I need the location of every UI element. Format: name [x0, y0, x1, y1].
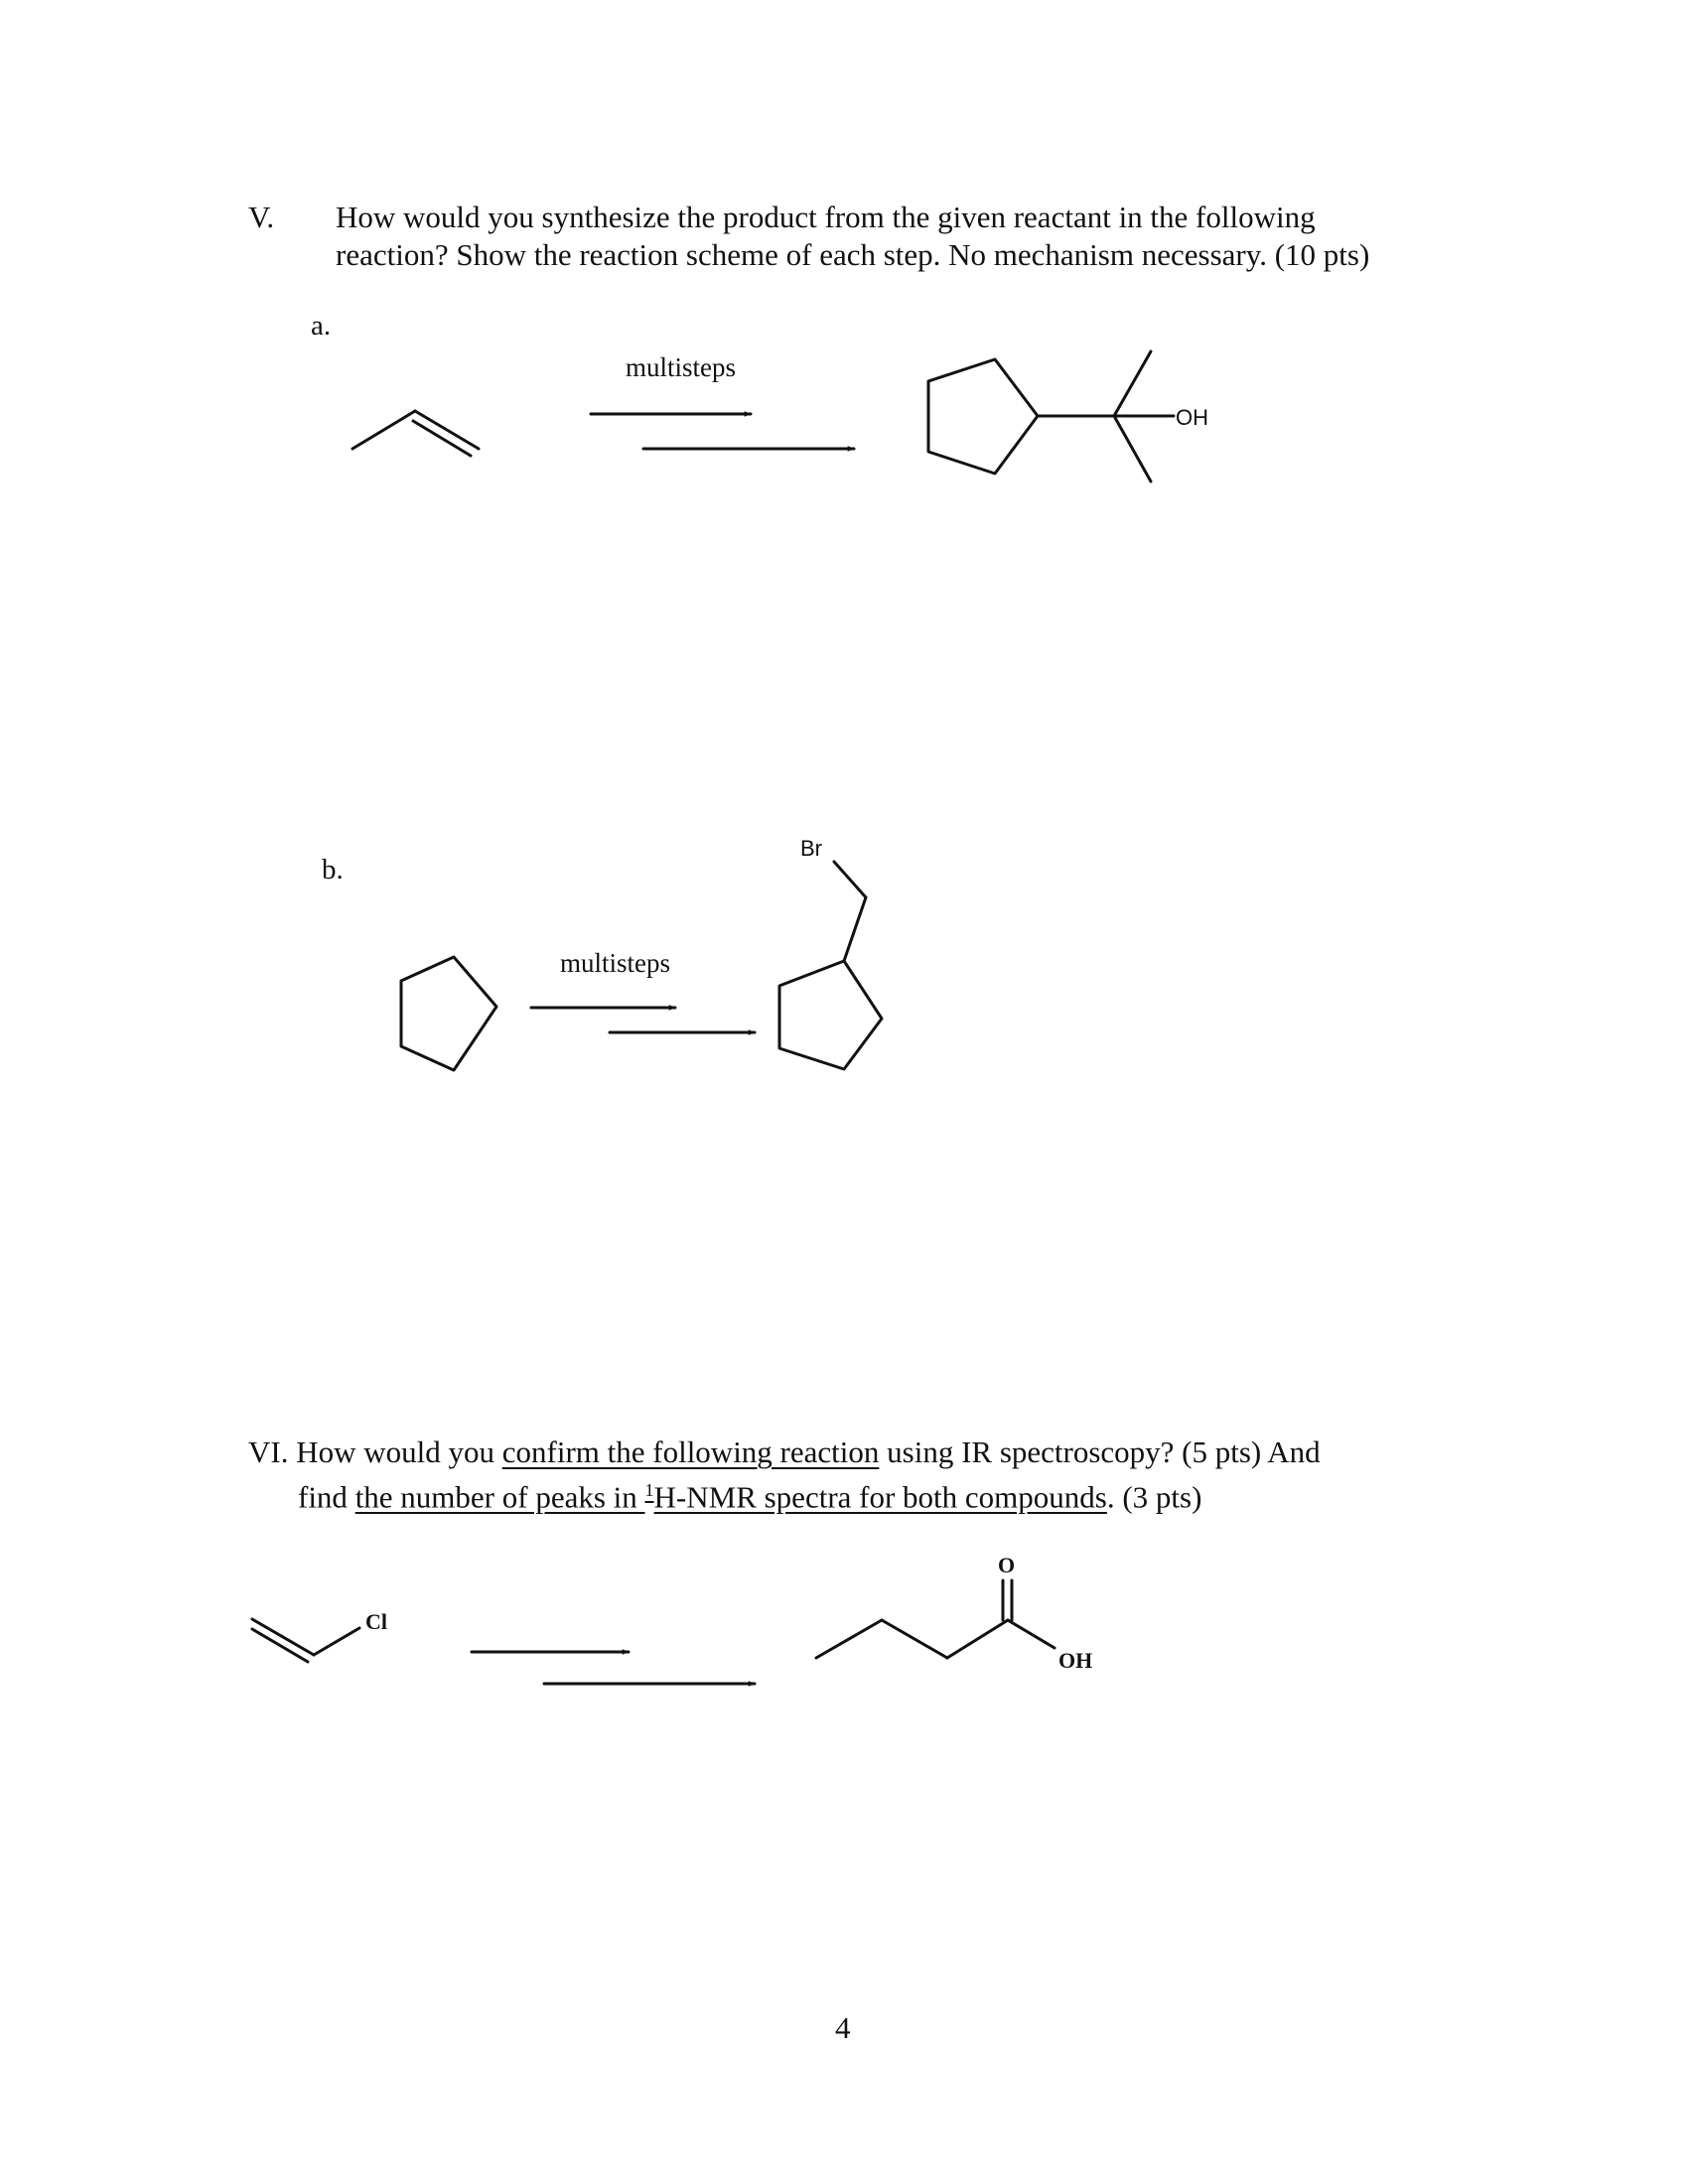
section-6-carbonyl-o-label: O [998, 1553, 1016, 1577]
section-6-oh-label: OH [1058, 1648, 1093, 1673]
part-b-label: b. [322, 854, 344, 886]
section-6-line-1-underlined: confirm the following reaction [501, 1434, 880, 1469]
part-a-oh-label: OH [1176, 405, 1208, 430]
page-number: 4 [835, 2010, 851, 2045]
part-b-br-label: Br [800, 836, 822, 861]
section-6-line-2-underlined-2: H-NMR spectra for both compounds [653, 1479, 1107, 1515]
section-6-line-1-post: using IR spectroscopy? (5 pts) And [879, 1434, 1321, 1469]
part-a-reactant-propene [352, 411, 479, 456]
section-5-number: V. [248, 200, 275, 234]
section-5-question-line-2: reaction? Show the reaction scheme of each step. No mechanism necessary. (10 pts) [336, 237, 1370, 272]
section-6-cl-label: Cl [365, 1609, 387, 1634]
part-b-arrow-text: multisteps [560, 948, 671, 978]
section-6-line-2-post: . (3 pts) [1106, 1479, 1202, 1515]
part-a-label: a. [311, 310, 332, 341]
section-6-line-2-pre: find [298, 1479, 355, 1515]
section-6-line-1-pre: VI. How would you [248, 1434, 502, 1469]
part-a-product-cyclopentyl-propanol [928, 351, 1174, 481]
section-6-reactant-allyl-chloride [252, 1619, 359, 1662]
part-b-reactant-cyclopentane [401, 957, 496, 1070]
section-5-question-line-1: How would you synthesize the product from the given reactant in the following [336, 200, 1316, 234]
part-b-product-bromomethylcyclopentane [779, 862, 882, 1069]
section-6-product-butanoic-acid [816, 1580, 1055, 1658]
part-a-arrow-text: multisteps [626, 352, 737, 382]
section-6-superscript: 1 [644, 1480, 654, 1500]
section-6-line-2-underlined-1: the number of peaks in [354, 1479, 645, 1515]
